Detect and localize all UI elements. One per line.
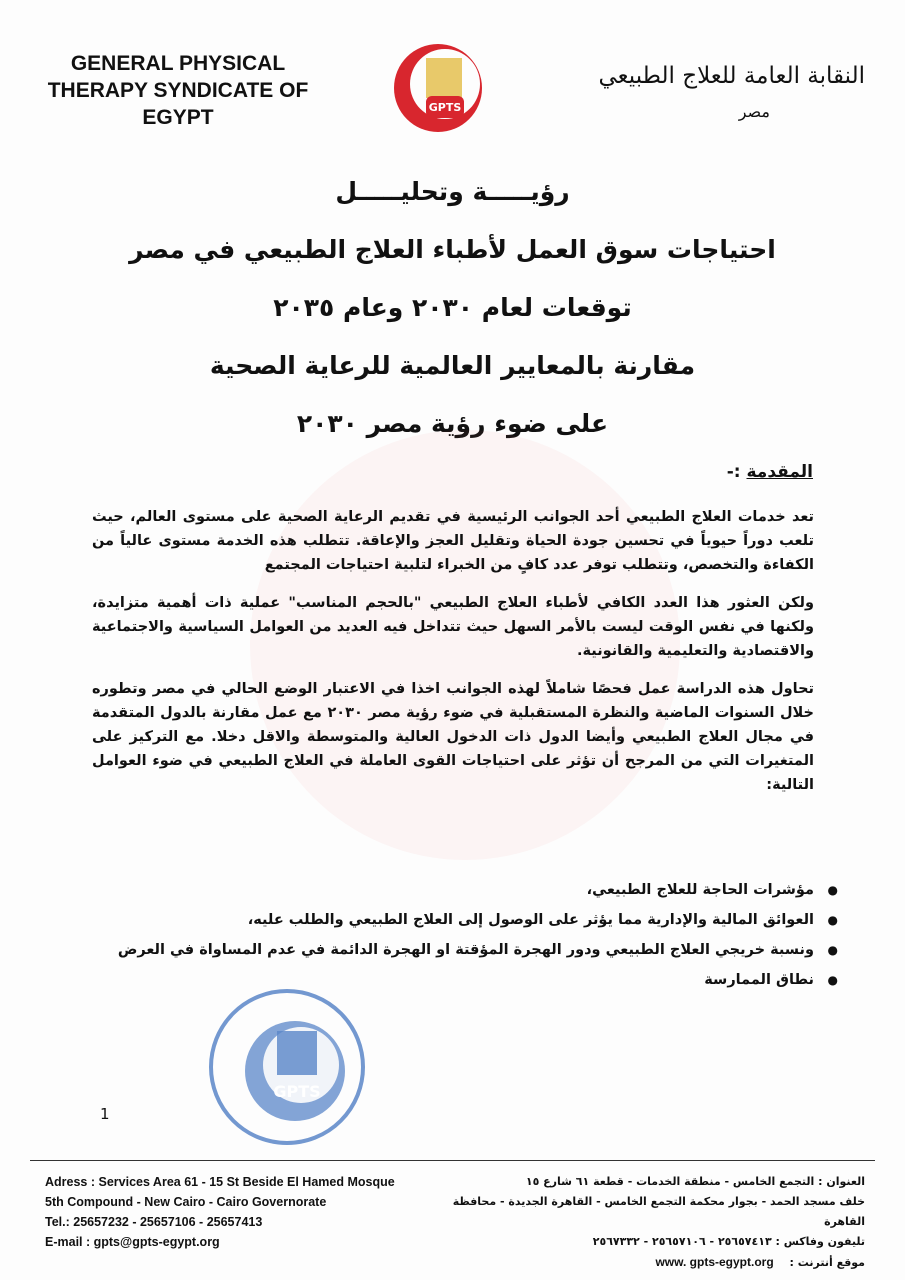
document-titles — [0, 170, 905, 460]
section-heading-suffix: :- — [726, 462, 741, 482]
org-name-arabic-block — [545, 58, 865, 130]
intro-body — [92, 505, 814, 811]
org-country-arabic: مصر — [738, 102, 770, 121]
title-line-5: على ضوء رؤية مصر ٢٠٣٠ — [296, 409, 609, 438]
footer-ar-address-1: العنوان : التجمع الخامس - منطقة الخدمات - قطعة ٦١ شارع ١٥ — [525, 1175, 865, 1188]
footer-email[interactable]: E-mail : gpts@gpts-egypt.org — [45, 1235, 220, 1249]
page-number: 1 — [100, 1105, 110, 1123]
footer-arabic — [445, 1172, 865, 1273]
footer-ar-address-2: خلف مسجد الحمد - بجوار محكمة التجمع الخامس - القاهرة الجديدة - محافظة القاهرة — [452, 1195, 865, 1228]
footer-address-1: Adress : Services Area 61 - 15 St Beside El Hamed Mosque — [45, 1175, 395, 1189]
gpts-logo — [390, 40, 486, 136]
footer-website-link[interactable]: www. gpts-egypt.org — [655, 1255, 774, 1269]
list-item: ● مؤشرات الحاجة للعلاج الطبيعي، — [92, 878, 814, 902]
factors-list — [92, 878, 840, 998]
section-heading-text: المقدمة — [746, 462, 813, 482]
list-item: ● ونسبة خريجي العلاج الطبيعي ودور الهجرة المؤقتة او الهجرة الدائمة في عدم المساواة في العرض — [92, 938, 814, 962]
intro-paragraph-1: تعد خدمات العلاج الطبيعي أحد الجوانب الرئيسية في تقديم الرعاية الصحية على مستوى العالم، حيث تلعب دوراً حيوياً في تحسين جودة الحياة وتقليل العجز والإعاقة. تتطلب هذه الخدمة مستوى عالياً من الكفاءة والتخصص، وتتطلب توفر عدد كافٍ من الخبراء لتلبية احتياجات المجتمع — [92, 509, 814, 573]
syndicate-stamp — [205, 985, 370, 1150]
title-line-3: توقعات لعام ٢٠٣٠ وعام ٢٠٣٥ — [273, 293, 632, 322]
org-name-english: GENERAL PHYSICAL THERAPY SYNDICATE OF EGYPT — [47, 52, 309, 129]
logo-text: GPTS — [428, 101, 462, 114]
footer-english — [45, 1172, 465, 1252]
org-name-arabic: النقابة العامة للعلاج الطبيعي — [598, 63, 865, 89]
title-line-4: مقارنة بالمعايير العالمية للرعاية الصحية — [209, 351, 696, 380]
title-line-2: احتياجات سوق العمل لأطباء العلاج الطبيعي في مصر — [129, 235, 776, 264]
intro-paragraph-3: تحاول هذه الدراسة عمل فحصًا شاملاً لهذه الجوانب اخذا في الاعتبار الوضع الحالي في مصر وتطوره خلال السنوات الماضية والنظرة المستقبلية في ضوء رؤية مصر ٢٠٣٠ مع عمل مقارنة بالدول المتقدمة في مجال العلاج الطبيعي وأيضا الدول ذات الدخول العالية والمتوسطة والاقل دخلا. مع التركيز على المتغيرات التي من المرجح أن تؤثر على احتياجات القوى العاملة في العلاج الطبيعي في ضوء العوامل التالية: — [92, 681, 814, 793]
title-line-1: رؤيـــــة وتحليـــــل — [335, 177, 570, 206]
list-item: ● نطاق الممارسة — [92, 968, 814, 992]
footer-divider — [30, 1160, 875, 1161]
list-item: ● العوائق المالية والإدارية مما يؤثر على الوصول إلى العلاج الطبيعي والطلب عليه، — [92, 908, 814, 932]
footer-tel: Tel.: 25657232 - 25657106 - 25657413 — [45, 1215, 263, 1229]
footer-website-label: موقع أنترنت : — [789, 1256, 865, 1269]
footer-ar-tel: تليفون وفاكس : ٢٥٦٥٧٤١٣ - ٢٥٦٥٧١٠٦ - ٢٥٦٧٣٣٢ — [592, 1235, 865, 1248]
footer-website-row — [445, 1252, 865, 1273]
footer-address-2: 5th Compound - New Cairo - Cairo Governorate — [45, 1195, 327, 1209]
stamp-text: GPTS — [273, 1082, 321, 1101]
section-heading — [727, 462, 813, 482]
intro-paragraph-2: ولكن العثور هذا العدد الكافي لأطباء العلاج الطبيعي "بالحجم المناسب" عملية ذات أهمية متزايدة، ولكنها في نفس الوقت ليست بالأمر السهل حيث تتداخل فيه العديد من العوامل السياسية والاجتماعية والاقتصادية والتعليمية والقانونية. — [92, 595, 814, 659]
